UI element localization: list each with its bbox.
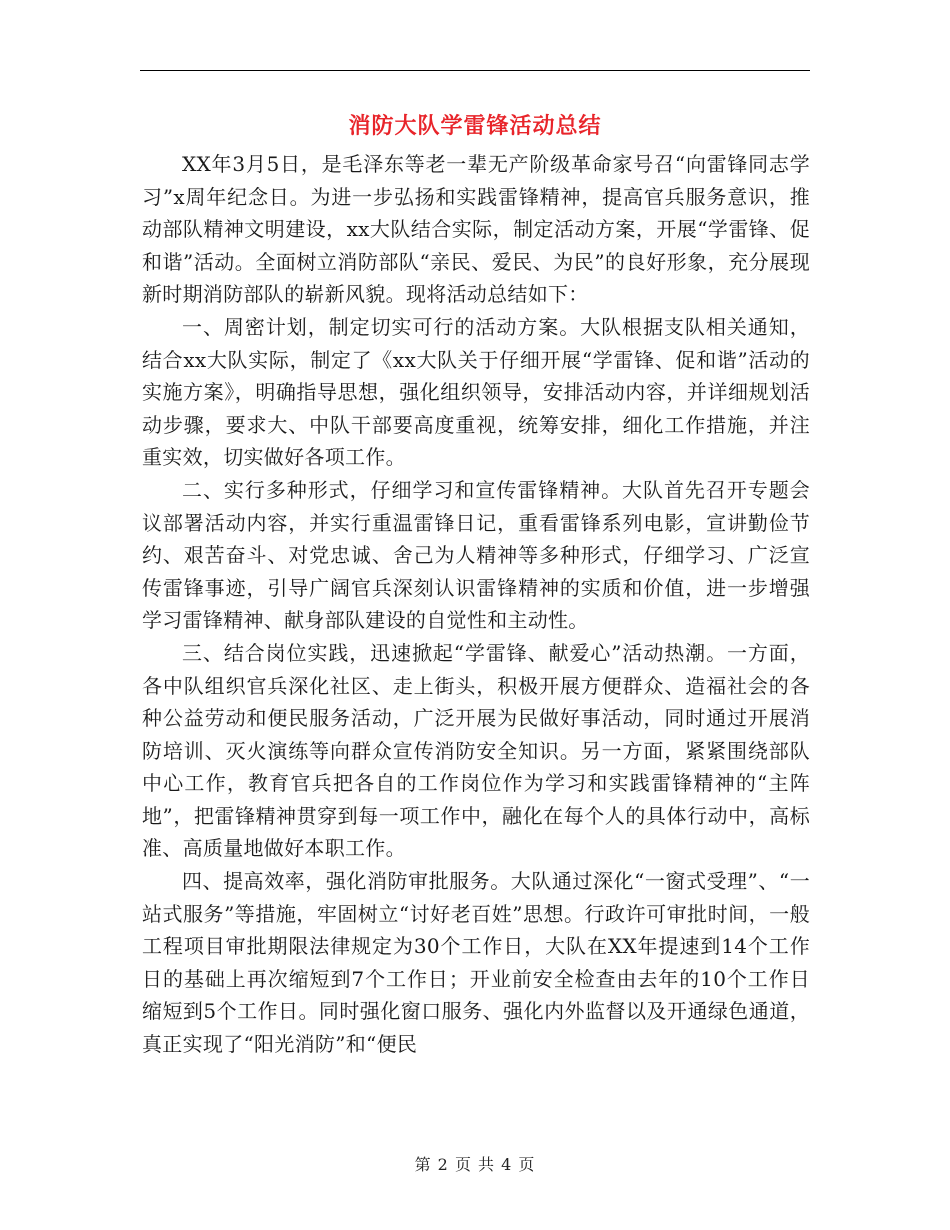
- document-title: 消防大队学雷锋活动总结: [348, 113, 602, 139]
- document-body: [142, 148, 810, 1061]
- page-number-footer: 第 2 页 共 4 页: [414, 1155, 536, 1174]
- paragraph-section-2: 二、实行多种形式，仔细学习和宣传雷锋精神。大队首先召开专题会议部署活动内容，并实行重温雷锋日记，重看雷锋系列电影，宣讲勤俭节约、艰苦奋斗、对党忠诚、舍己为人精神等多种形式，仔细学习、广泛宣传雷锋事迹，引导广阔官兵深刻认识雷锋精神的实质和价值，进一步增强学习雷锋精神、献身部队建设的自觉性和主动性。: [142, 477, 810, 633]
- paragraph-section-3: 三、结合岗位实践，迅速掀起“学雷锋、献爱心”活动热潮。一方面，各中队组织官兵深化社区、走上街头，积极开展方便群众、造福社会的各种公益劳动和便民服务活动，广泛开展为民做好事活动，同时通过开展消防培训、灭火演练等向群众宣传消防安全知识。另一方面，紧紧围绕部队中心工作，教育官兵把各自的工作岗位作为学习和实践雷锋精神的“主阵地”，把雷锋精神贯穿到每一项工作中，融化在每个人的具体行动中，高标准、高质量地做好本职工作。: [142, 640, 810, 861]
- paragraph-section-1: 一、周密计划，制定切实可行的活动方案。大队根据支队相关通知，结合xx大队实际，制定了《xx大队关于仔细开展“学雷锋、促和谐”活动的实施方案》，明确指导思想，强化组织领导，安排活动内容，并详细规划活动步骤，要求大、中队干部要高度重视，统筹安排，细化工作措施，并注重实效，切实做好各项工作。: [142, 314, 810, 470]
- paragraph-intro: XX年3月5日，是毛泽东等老一辈无产阶级革命家号召“向雷锋同志学习”x周年纪念日。为进一步弘扬和实践雷锋精神，提高官兵服务意识，推动部队精神文明建设，xx大队结合实际，制定活动方案，开展“学雷锋、促和谐”活动。全面树立消防部队“亲民、爱民、为民”的良好形象，充分展现新时期消防部队的崭新风貌。现将活动总结如下：: [142, 152, 810, 307]
- paragraph-section-4: 四、提高效率，强化消防审批服务。大队通过深化“一窗式受理”、“一站式服务”等措施，牢固树立“讨好老百姓”思想。行政许可审批时间，一般工程项目审批期限法律规定为30个工作日，大队在XX年提速到14个工作日的基础上再次缩短到7个工作日；开业前安全检查由去年的10个工作日缩短到5个工作日。同时强化窗口服务、强化内外监督以及开通绿色通道，真正实现了“阳光消防”和“便民: [142, 869, 810, 1057]
- header-rule: [140, 70, 810, 71]
